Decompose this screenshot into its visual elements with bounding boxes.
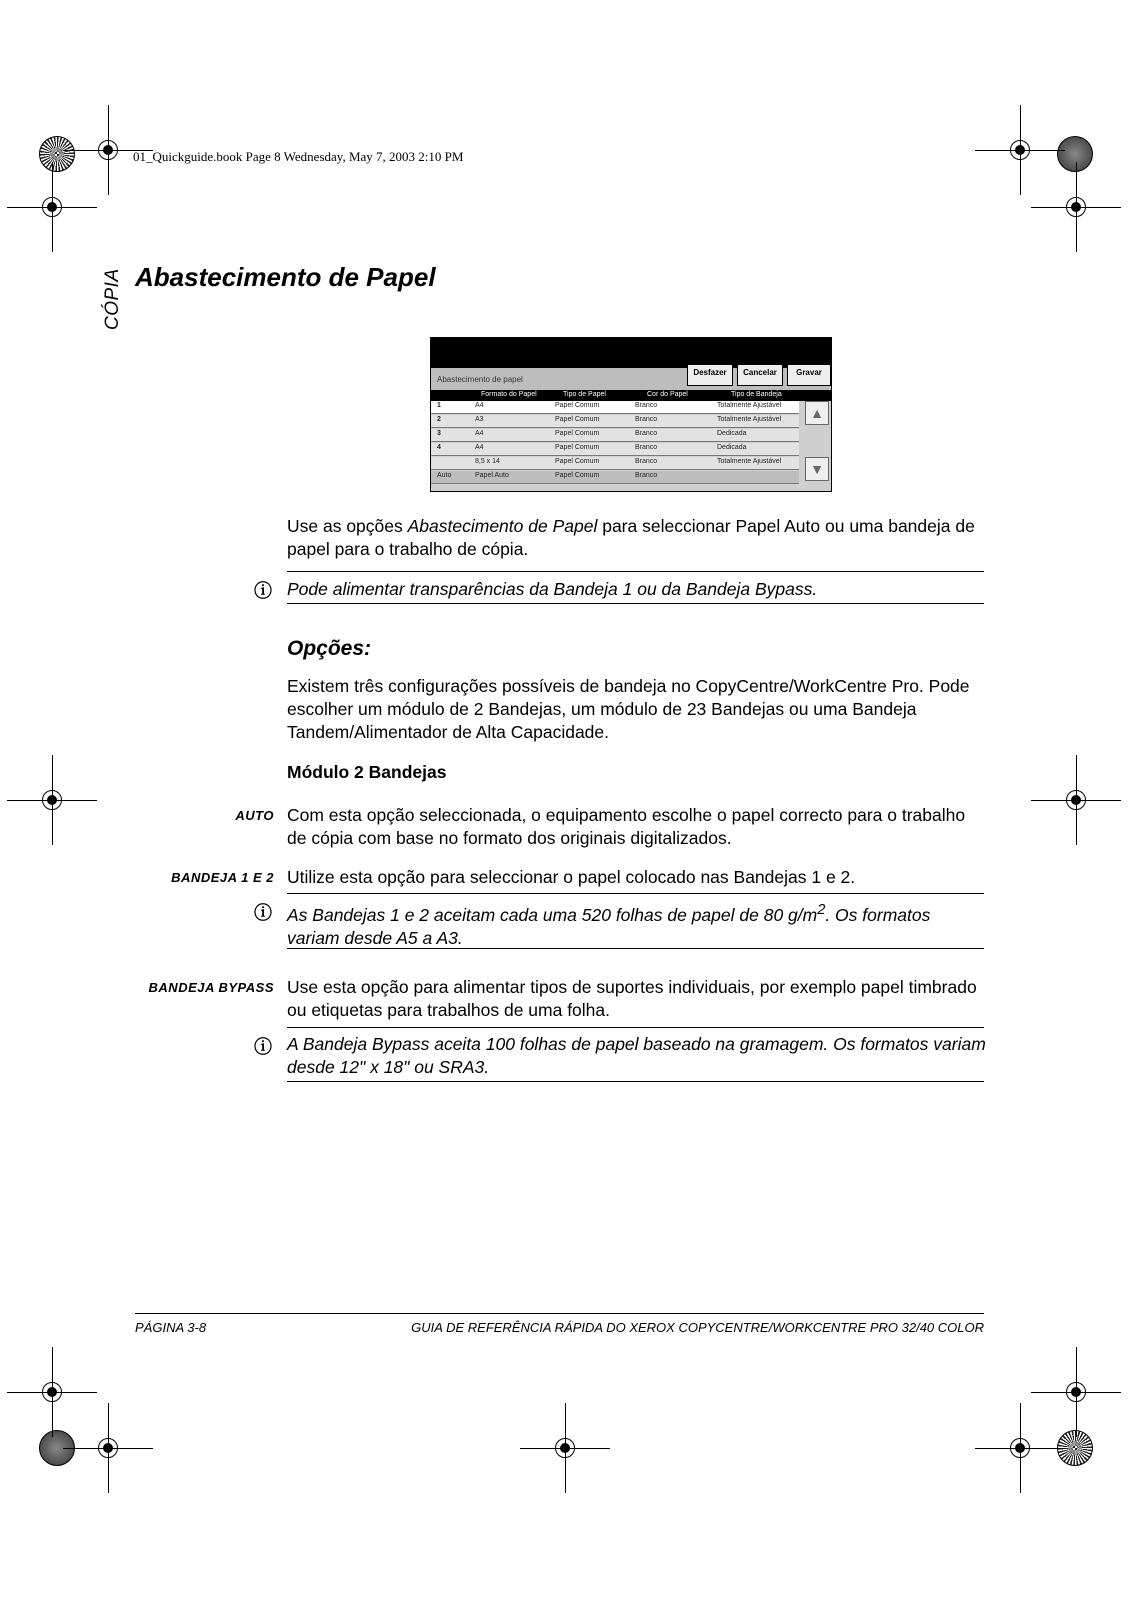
footer-title: GUIA DE REFERÊNCIA RÁPIDA DO XEROX COPYCENTRE/WORKCENTRE PRO 32/40 COLOR <box>411 1320 984 1335</box>
registration-mark-icon <box>39 136 75 172</box>
table-row[interactable]: 8,5 x 14 Papel Comum Branco Totalmente Ajustável <box>431 457 799 470</box>
divider <box>287 1027 984 1028</box>
paper-supply-screen <box>430 337 832 492</box>
tray12-label: BANDEJA 1 E 2 <box>171 870 274 885</box>
registration-mark-icon <box>1057 136 1093 172</box>
note-transparencies: Pode alimentar transparências da Bandeja 1 ou da Bandeja Bypass. <box>287 579 818 599</box>
divider <box>287 948 984 949</box>
print-header-line: 01_Quickguide.book Page 8 Wednesday, May 7, 2003 2:10 PM <box>133 149 464 164</box>
side-tab: CÓPIA <box>102 268 123 330</box>
table-row[interactable]: 2 A3 Papel Comum Branco Totalmente Ajustável <box>431 415 799 428</box>
auto-label: AUTO <box>235 808 274 823</box>
table-row[interactable]: 4 A4 Papel Comum Branco Dedicada <box>431 443 799 456</box>
table-row[interactable]: 3 A4 Papel Comum Branco Dedicada <box>431 429 799 442</box>
info-icon: ⓘ <box>254 1037 272 1057</box>
info-icon: ⓘ <box>254 903 272 923</box>
bypass-label: BANDEJA BYPASS <box>148 980 274 995</box>
page-title: Abastecimento de Papel <box>135 262 436 292</box>
note-bypass: A Bandeja Bypass aceita 100 folhas de papel baseado na gramagem. Os formatos variam desde 12" x 18" ou SRA3. <box>287 1034 986 1077</box>
cancel-button[interactable]: Cancelar <box>737 364 783 386</box>
auto-description: Com esta opção seleccionada, o equipamento escolhe o papel correcto para o trabalho de cópia com base no formato dos originais digitalizados. <box>287 805 966 848</box>
page-number: PÁGINA 3-8 <box>135 1320 207 1335</box>
options-paragraph: Existem três configurações possíveis de bandeja no CopyCentre/WorkCentre Pro. Pode escolher um módulo de 2 Bandejas, um módulo de 23 Bandejas ou uma Bandeja Tandem/Alimentador de Alta Capacidade. <box>287 676 970 742</box>
module-heading: Módulo 2 Bandejas <box>287 762 447 782</box>
note-tray12: As Bandejas 1 e 2 aceitam cada uma 520 folhas de papel de 80 $g/m^2$. Os formatos variam desde A5 a A3. <box>287 902 931 948</box>
table-header <box>431 390 831 401</box>
divider <box>287 893 984 894</box>
options-heading: Opções: <box>287 637 372 660</box>
column-header: Cor do Papel <box>647 391 688 398</box>
info-icon: ⓘ <box>254 581 272 601</box>
intro-paragraph: Use as opções Abastecimento de Papel para seleccionar Papel Auto ou uma bandeja de papel para o trabalho de cópia. <box>287 516 975 559</box>
scroll-down-icon[interactable]: ▼ <box>805 457 829 481</box>
bypass-description: Use esta opção para alimentar tipos de suportes individuais, por exemplo papel timbrado ou etiquetas para trabalhos de uma folha. <box>287 977 977 1020</box>
scroll-up-icon[interactable]: ▲ <box>805 401 829 425</box>
column-header: Tipo de Bandeja <box>731 391 782 398</box>
column-header: Tipo de Papel <box>563 391 606 398</box>
column-header: Formato do Papel <box>481 391 537 398</box>
divider <box>287 1081 984 1082</box>
table-row[interactable]: 1 A4 Papel Comum Branco Totalmente Ajustável <box>431 401 799 414</box>
table-row[interactable]: Auto Papel Auto Papel Comum Branco <box>431 471 799 484</box>
screen-title: Abastecimento de papel <box>437 375 523 384</box>
footer-rule <box>135 1313 984 1314</box>
tray12-description: Utilize esta opção para seleccionar o papel colocado nas Bandejas 1 e 2. <box>287 867 856 887</box>
divider <box>287 571 984 572</box>
save-button[interactable]: Gravar <box>787 364 831 386</box>
divider <box>287 603 984 604</box>
undo-button[interactable]: Desfazer <box>687 364 733 386</box>
